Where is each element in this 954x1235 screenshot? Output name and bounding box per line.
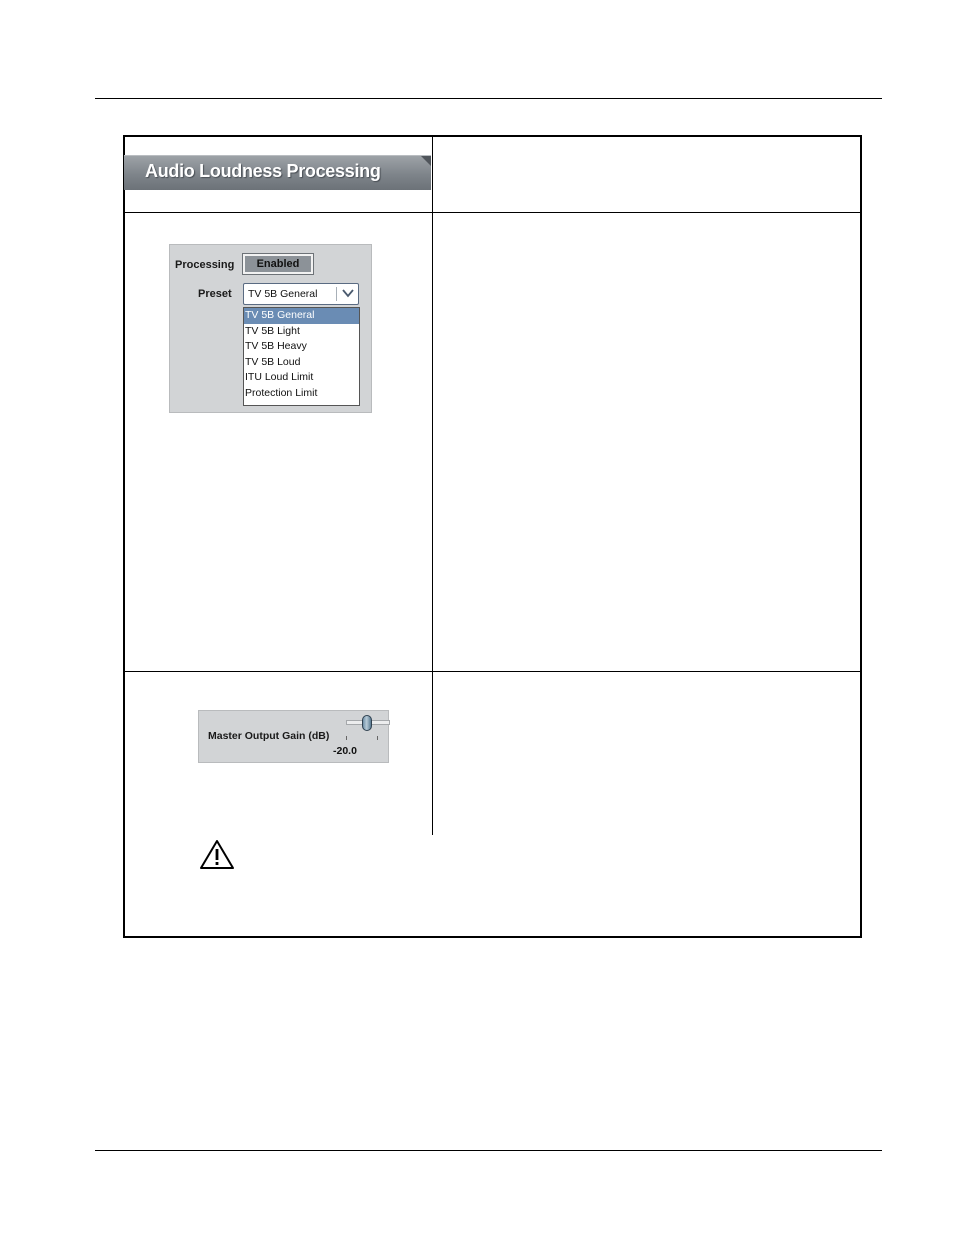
preset-option[interactable]: Protection Limit — [245, 386, 318, 399]
slider-tick — [377, 736, 378, 740]
master-output-gain-label: Master Output Gain (dB) — [208, 730, 330, 742]
caution-triangle-icon — [199, 839, 235, 870]
section-banner — [124, 155, 431, 190]
preset-dropdown[interactable] — [243, 283, 359, 305]
preset-option[interactable]: TV 5B Heavy — [245, 340, 307, 352]
preset-option[interactable]: TV 5B General — [244, 308, 359, 324]
preset-option[interactable]: ITU Loud Limit — [245, 371, 314, 383]
table-row-divider — [125, 671, 860, 672]
section-title: Audio Loudness Processing — [145, 161, 381, 181]
footer-rule — [95, 1150, 882, 1151]
processing-toggle-button[interactable]: Enabled — [243, 254, 313, 274]
preset-option[interactable]: TV 5B Loud — [245, 355, 301, 368]
header-rule — [95, 98, 882, 99]
banner-corner — [421, 156, 431, 166]
dropdown-divider — [336, 287, 337, 301]
preset-selected-value: TV 5B General — [248, 288, 318, 300]
table-row-divider — [125, 212, 860, 213]
slider-tick — [346, 736, 347, 740]
gain-value: -20.0 — [333, 745, 357, 757]
table-column-divider — [432, 137, 433, 835]
chevron-down-icon[interactable] — [340, 285, 356, 301]
preset-label: Preset — [198, 288, 232, 300]
preset-options-list — [243, 307, 360, 406]
preset-panel — [169, 244, 372, 413]
gain-slider-thumb[interactable] — [362, 715, 372, 731]
gain-panel — [198, 710, 389, 763]
preset-option[interactable]: TV 5B Light — [245, 324, 300, 337]
processing-label: Processing — [175, 259, 235, 271]
